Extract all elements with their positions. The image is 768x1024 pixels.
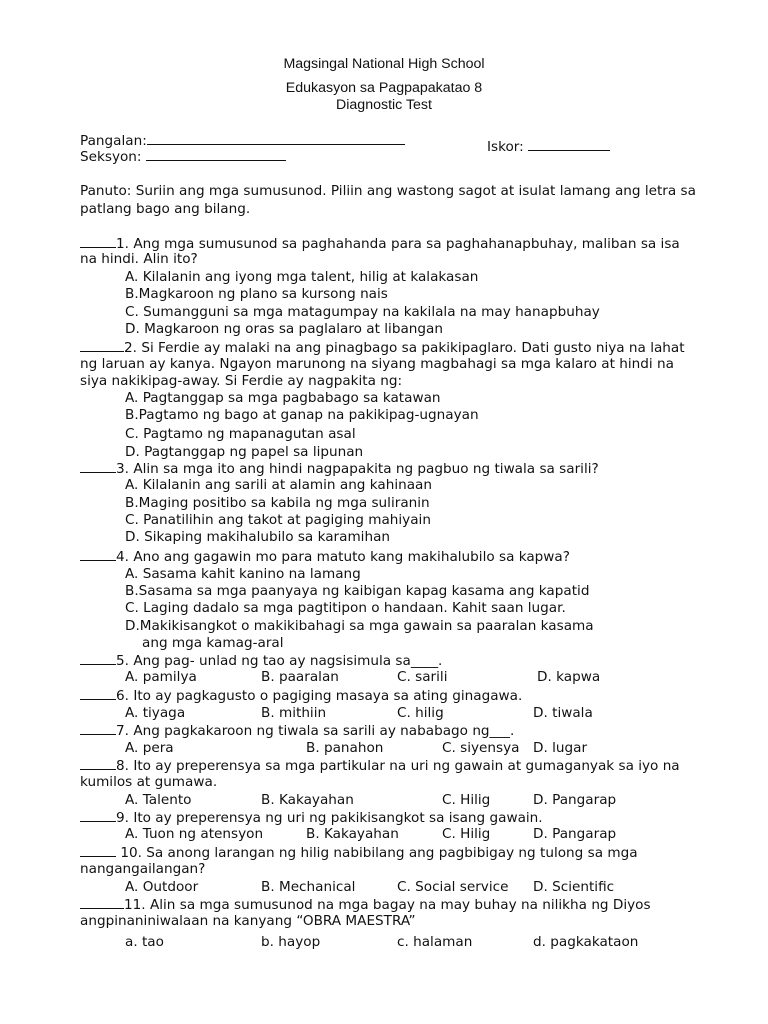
choice-4d: D.Makikisangkot o makikibahagi sa mga gawain sa paaralan kasama [125, 618, 594, 634]
choice-2c: C. Pagtamo ng mapanagutan asal [125, 426, 356, 442]
choice-11a: a. tao [125, 934, 164, 950]
question-4: 4. Ano ang gagawin mo para matuto kang makihalubilo sa kapwa? [80, 548, 570, 566]
choice-4d-line-2: ang mga kamag-aral [142, 635, 284, 651]
choice-7c: C. siyensya [442, 740, 520, 756]
choice-7d: D. lugar [533, 740, 588, 756]
choice-8d: D. Pangarap [533, 792, 617, 808]
question-11: 11. Alin sa mga sumusunod na mga bagay na may buhay na nilikha ng Diyos [80, 896, 651, 914]
subject-title: Edukasyon sa Pagpapakatao 8 [285, 80, 483, 96]
question-2-line-3: siya nakikipag-away. Si Ferdie ay nagpakita ng: [80, 373, 403, 389]
choice-4a: A. Sasama kahit kanino na lamang [125, 566, 361, 582]
choice-10a: A. Outdoor [125, 879, 199, 895]
choice-9d: D. Pangarap [533, 826, 617, 842]
choice-1d: D. Magkaroon ng oras sa paglalaro at libangan [125, 321, 443, 337]
question-10: 10. Sa anong larangan ng hilig nabibilang ang pagbibigay ng tulong sa mga [80, 844, 638, 862]
answer-blank [80, 339, 124, 352]
question-8-line-2: kumilos at gumawa. [80, 774, 218, 790]
choice-7a: A. pera [125, 740, 174, 756]
question-2-line-2: ng laruan ay kanya. Ngayon marunong na siyang magbahagi sa mga kalaro at hindi na [80, 356, 674, 372]
choice-3c: C. Panatilihin ang takot at pagiging mahiyain [125, 512, 431, 528]
answer-blank [80, 235, 116, 248]
answer-blank [80, 757, 116, 770]
question-1-line-2: na hindi. Alin ito? [80, 251, 198, 267]
choice-9b: B. Kakayahan [306, 826, 399, 842]
test-title: Diagnostic Test [336, 97, 432, 113]
question-10-line-2: nangangailangan? [80, 861, 206, 877]
score-blank [528, 138, 610, 151]
question-1: 1. Ang mga sumusunod sa paghahanda para sa paghahanapbuhay, maliban sa isa [80, 235, 680, 253]
answer-blank [80, 548, 116, 561]
choice-1c: C. Sumangguni sa mga matagumpay na kakilala na may hanapbuhay [125, 304, 600, 320]
question-7: 7. Ang pagkakaroon ng tiwala sa sarili ay nababago ng___. [80, 722, 514, 740]
section-label: Seksyon: [80, 149, 142, 165]
choice-3b: B.Maging positibo sa kabila ng mga suliranin [125, 495, 430, 511]
answer-blank [80, 809, 116, 822]
choice-8b: B. Kakayahan [261, 792, 354, 808]
instructions-line-2: patlang bago ang bilang. [80, 201, 251, 217]
choice-5a: A. pamilya [125, 669, 197, 685]
section-field [80, 148, 286, 166]
answer-blank [80, 722, 116, 735]
choice-11b: b. hayop [261, 934, 321, 950]
answer-blank [80, 652, 116, 665]
section-blank [146, 148, 286, 161]
choice-10b: B. Mechanical [261, 879, 356, 895]
choice-6d: D. tiwala [533, 705, 593, 721]
choice-11c: c. halaman [397, 934, 473, 950]
name-label: Pangalan: [80, 133, 147, 149]
choice-5c: C. sarili [397, 669, 448, 685]
school-name: Magsingal National High School [283, 56, 485, 72]
answer-blank [80, 460, 116, 473]
choice-10c: C. Social service [397, 879, 509, 895]
question-8: 8. Ito ay preperensya sa mga partikular na uri ng gawain at gumaganyak sa iyo na [80, 757, 680, 775]
name-blank [147, 132, 405, 145]
choice-9a: A. Tuon ng atensyon [125, 826, 264, 842]
choice-4c: C. Laging dadalo sa mga pagtitipon o handaan. Kahit saan lugar. [125, 600, 566, 616]
question-5: 5. Ang pag- unlad ng tao ay nagsisimula sa____. [80, 652, 442, 670]
choice-5d: D. kapwa [537, 669, 601, 685]
answer-blank [80, 896, 124, 909]
question-3: 3. Alin sa mga ito ang hindi nagpapakita ng pagbuo ng tiwala sa sarili? [80, 460, 599, 478]
choice-7b: B. panahon [306, 740, 384, 756]
question-9: 9. Ito ay preperensya ng uri ng pakikisangkot sa isang gawain. [80, 809, 543, 827]
choice-4b: B.Sasama sa mga paanyaya ng kaibigan kapag kasama ang kapatid [125, 583, 590, 599]
choice-6b: B. mithiin [261, 705, 327, 721]
score-label: Iskor: [487, 139, 524, 155]
choice-8a: A. Talento [125, 792, 192, 808]
choice-11d: d. pagkakataon [533, 934, 639, 950]
choice-8c: C. Hilig [442, 792, 491, 808]
choice-5b: B. paaralan [261, 669, 339, 685]
choice-1a: A. Kilalanin ang iyong mga talent, hilig at kalakasan [125, 269, 479, 285]
question-11-line-2: angpinaniniwalaan na kanyang “OBRA MAESTRA” [80, 913, 416, 929]
choice-6a: A. tiyaga [125, 705, 186, 721]
instructions-line-1: Panuto: Suriin ang mga sumusunod. Piliin ang wastong sagot at isulat lamang ang letra sa [80, 183, 696, 199]
score-field [487, 138, 610, 156]
answer-blank [80, 687, 116, 700]
choice-10d: D. Scientific [533, 879, 615, 895]
choice-3d: D. Sikaping makihalubilo sa karamihan [125, 529, 391, 545]
answer-blank [80, 844, 116, 857]
choice-6c: C. hilig [397, 705, 444, 721]
choice-2d: D. Pagtanggap ng papel sa lipunan [125, 444, 364, 460]
choice-3a: A. Kilalanin ang sarili at alamin ang kahinaan [125, 477, 433, 493]
choice-2b: B.Pagtamo ng bago at ganap na pakikipag-ugnayan [125, 407, 479, 423]
question-2: 2. Si Ferdie ay malaki na ang pinagbago sa pakikipaglaro. Dati gusto niya na lahat [80, 339, 685, 357]
choice-2a: A. Pagtanggap sa mga pagbabago sa katawan [125, 390, 441, 406]
question-6: 6. Ito ay pagkagusto o pagiging masaya sa ating ginagawa. [80, 687, 522, 705]
choice-1b: B.Magkaroon ng plano sa kursong nais [125, 286, 388, 302]
choice-9c: C. Hilig [442, 826, 491, 842]
